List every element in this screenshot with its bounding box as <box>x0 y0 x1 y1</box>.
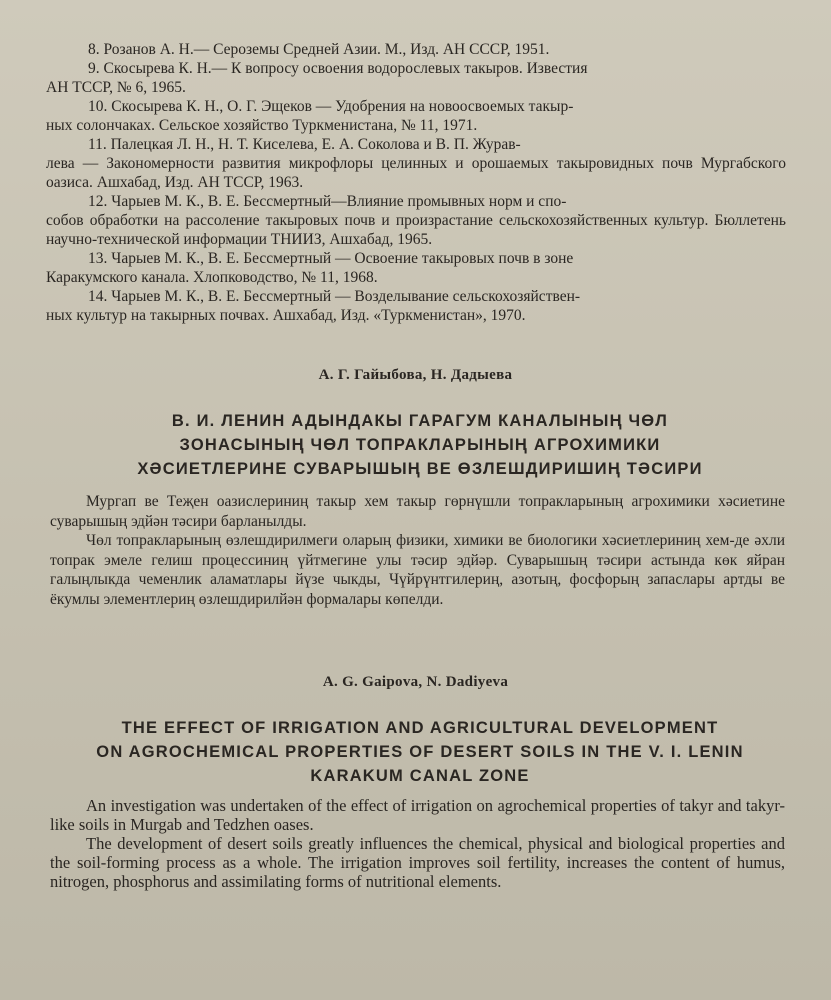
title-line: В. И. ЛЕНИН АДЫНДАКЫ ГАРАГУМ КАНАЛЫНЫҢ ЧӨЛ <box>171 412 669 430</box>
title-line: KARAKUM CANAL ZONE <box>310 767 530 785</box>
reference-continuation: ных культур на такырных почвах. Ашхабад, Изд. «Туркменистан», 1970. <box>46 307 526 324</box>
turkmen-title <box>60 409 780 481</box>
reference-continuation: ных солончаках. Сельское хозяйство Туркменистана, № 11, 1971. <box>46 117 478 134</box>
reference-continuation: Каракумского канала. Хлопководство, № 11, 1968. <box>46 269 378 286</box>
reference-text: 13. Чарыев М. К., В. Е. Бессмертный — Освоение такыровых почв в зоне <box>88 250 574 267</box>
reference-list <box>46 40 786 325</box>
abstract-paragraph: Чөл топракларының өзлешдирилмеги оларың физики, химики ве биологики хәсиетлериниң хем-де әхли топрак эмеле гелиш процессиниң үйтмегине улы тәсир эдйәр. Суварышың тәсири астында көк яйран галыңлыкда чеменлик аламатлары йүзе чыкды, Чүйрүнтгилериң, азотың, фосфорың запаслары артды ве ёкумлы элементлериң өзлешдирилйән формалары көпелди. <box>50 532 785 608</box>
reference-item <box>46 249 786 287</box>
reference-text: 9. Скосырева К. Н.— К вопросу освоения водорослевых такыров. Известия <box>88 60 588 77</box>
turkmen-abstract <box>50 492 785 609</box>
english-title <box>60 716 780 788</box>
reference-item <box>46 287 786 325</box>
reference-text: 12. Чарыев М. К., В. Е. Бессмертный—Влияние промывных норм и спо- <box>88 193 567 210</box>
reference-continuation: собов обработки на рассоление такыровых почв и произрастание сельскохозяйственных культур. Бюллетень научно-технической информации ТНИИЗ, Ашхабад, 1965. <box>46 212 786 248</box>
reference-item <box>46 192 786 249</box>
english-abstract <box>50 796 785 891</box>
abstract-paragraph: Мургап ве Теҗен оазислериниң такыр хем такыр гөрнүшли топракларының агрохимики хәсиетине суварышың эдйән тәсири барланылды. <box>50 493 785 530</box>
reference-text: 8. Розанов А. Н.— Сероземы Средней Азии. М., Изд. АН СССР, 1951. <box>88 41 550 58</box>
reference-item <box>46 59 786 97</box>
reference-text: 10. Скосырева К. Н., О. Г. Эщеков — Удобрения на новоосвоемых такыр- <box>88 98 574 115</box>
reference-item <box>46 135 786 192</box>
reference-item <box>46 97 786 135</box>
turkmen-authors: А. Г. Гайыбова, Н. Дадыева <box>318 367 513 383</box>
title-line: THE EFFECT OF IRRIGATION AND AGRICULTURAL DEVELOPMENT <box>121 719 719 737</box>
reference-continuation: лева — Закономерности развития микрофлоры целинных и орошаемых такыровидных почв Мургабского оазиса. Ашхабад, Изд. АН ТССР, 1963. <box>46 155 786 191</box>
reference-item <box>46 40 786 59</box>
english-authors: A. G. Gaipova, N. Dadiyeva <box>322 674 509 690</box>
reference-continuation: АН ТССР, № 6, 1965. <box>46 79 186 96</box>
title-line: ЗОНАСЫНЫҢ ЧӨЛ ТОПРАКЛАРЫНЫҢ АГРОХИМИКИ <box>179 436 661 454</box>
reference-text: 14. Чарыев М. К., В. Е. Бессмертный — Возделывание сельскохозяйствен- <box>88 288 581 305</box>
abstract-paragraph: An investigation was undertaken of the effect of irrigation on agrochemical properties of takyr and takyr-like soils in Murgab and Tedzhen oases. <box>50 796 785 834</box>
abstract-paragraph: The development of desert soils greatly influences the chemical, physical and biological properties and the soil-forming process as a whole. The irrigation improves soil fertility, increases the content of humus, nitrogen, phosphorus and assimilating forms of nutritional elements. <box>50 834 785 891</box>
reference-text: 11. Палецкая Л. Н., Н. Т. Киселева, Е. А. Соколова и В. П. Журав- <box>88 136 521 153</box>
title-line: ХӘСИЕТЛЕРИНЕ СУВАРЫШЫҢ ВЕ ӨЗЛЕШДИРИШИҢ ТӘСИРИ <box>137 460 703 478</box>
title-line: ON AGROCHEMICAL PROPERTIES OF DESERT SOILS IN THE V. I. LENIN <box>96 743 744 761</box>
